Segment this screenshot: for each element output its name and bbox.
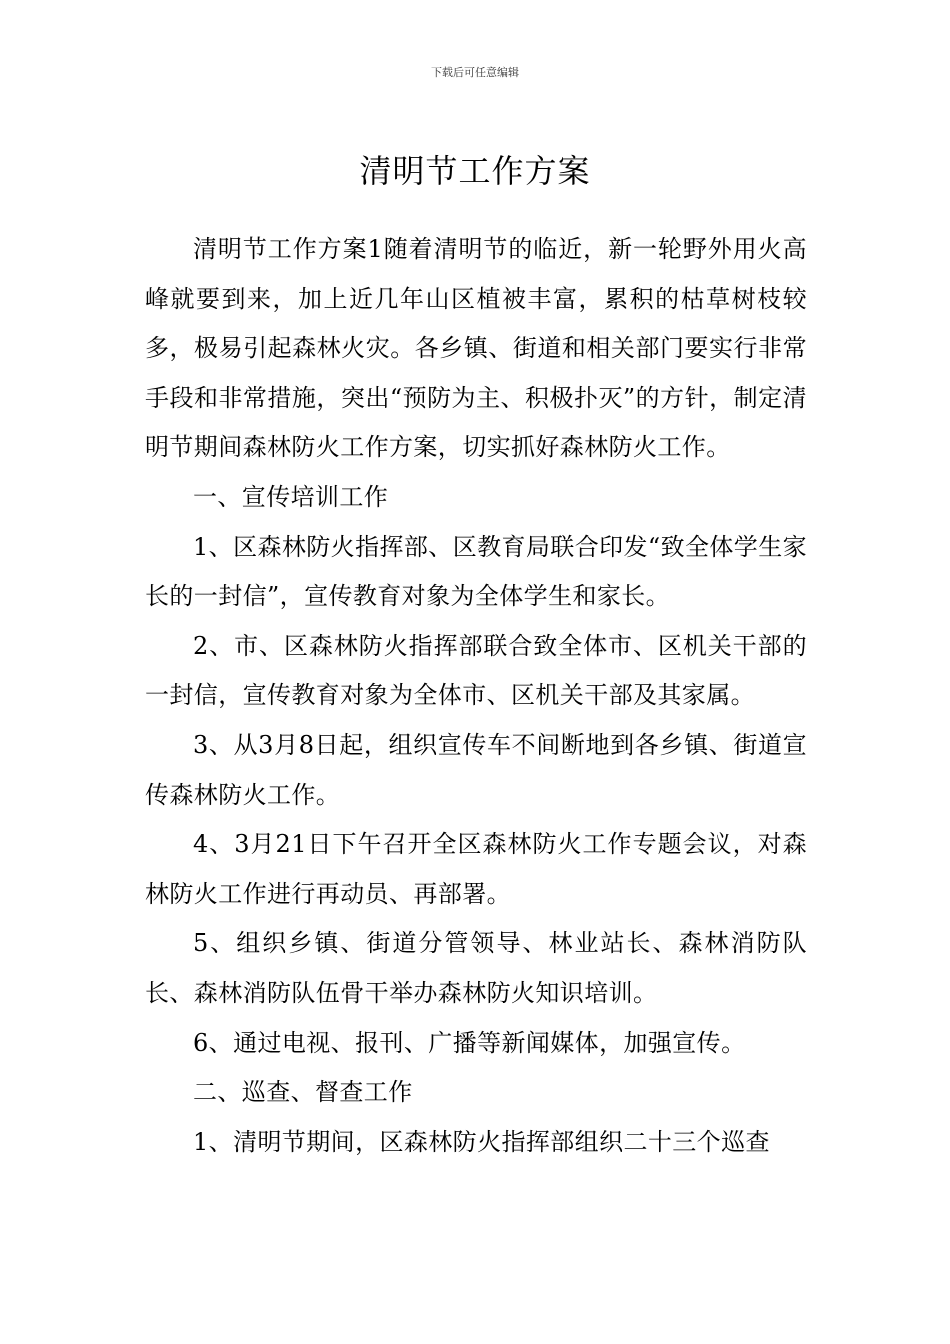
paragraph-item-1: 1、区森林防火指挥部、区教育局联合印发“致全体学生家长的一封信”，宣传教育对象为全体学生和家长。 xyxy=(145,532,807,611)
paragraph-item-5: 5、组织乡镇、街道分管领导、林业站长、森林消防队长、森林消防队伍骨干举办森林防火知识培训。 xyxy=(145,929,807,1007)
paragraph-intro: 清明节工作方案1随着清明节的临近，新一轮野外用火高峰就要到来，加上近几年山区植被丰富，累积的枯草树枝较多，极易引起森林火灾。各乡镇、街道和相关部门要实行非常手段和非常措施，突出“预防为主、积极扑灭”的方针，制定清明节期间森林防火工作方案，切实抓好森林防火工作。 xyxy=(145,235,807,462)
section-heading-inspection: 二、巡查、督查工作 xyxy=(193,1078,413,1107)
section-heading-publicity: 一、宣传培训工作 xyxy=(193,482,389,511)
paragraph-item-3: 3、从3月8日起，组织宣传车不间断地到各乡镇、街道宣传森林防火工作。 xyxy=(145,730,807,809)
paragraph-item-2: 2、市、区森林防火指挥部联合致全体市、区机关干部的一封信，宣传教育对象为全体市、区机关干部及其家属。 xyxy=(145,631,807,710)
document-title: 清明节工作方案 xyxy=(359,152,591,191)
paragraph-item-4: 4、3月21日下午召开全区森林防火工作专题会议，对森林防火工作进行再动员、再部署。 xyxy=(145,830,807,908)
header-note: 下载后可任意编辑 xyxy=(431,66,519,79)
document-body xyxy=(145,225,807,1167)
paragraph-item-6: 6、通过电视、报刊、广播等新闻媒体，加强宣传。 xyxy=(193,1028,746,1057)
paragraph-inspection-1: 1、清明节期间，区森林防火指挥部组织二十三个巡查 xyxy=(193,1127,770,1156)
